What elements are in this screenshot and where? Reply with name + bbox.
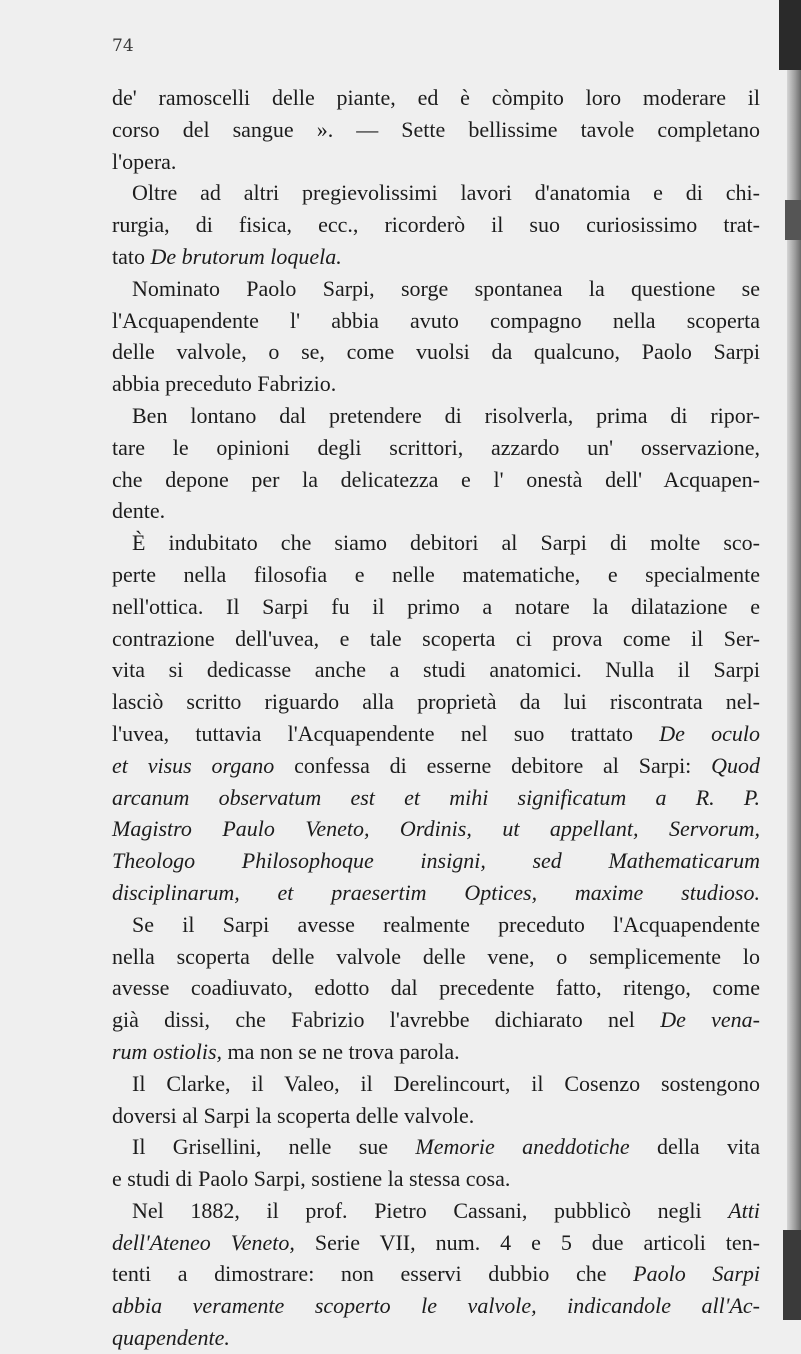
body-text: [112, 82, 760, 1354]
text-line: [112, 686, 760, 718]
text-segment: nell'ottica. Il Sarpi fu il primo a notare la dilatazione e: [112, 593, 760, 619]
text-segment: rurgia, di fisica, ecc., ricorderò il suo curiosissimo trat-: [112, 212, 760, 238]
text-segment: l'opera.: [112, 148, 177, 174]
text-segment: nella scoperta delle valvole delle vene, o semplicemente lo: [112, 943, 760, 969]
text-line: [112, 368, 760, 400]
page-number: 74: [112, 36, 134, 56]
text-segment: ma non se ne trova parola.: [222, 1038, 460, 1064]
text-line: [112, 1322, 760, 1354]
text-segment: Il Grisellini, nelle sue: [132, 1134, 416, 1160]
text-line: [112, 1004, 760, 1036]
page-edge-mark: [783, 1230, 801, 1320]
italic-segment: et visus organo: [112, 752, 275, 778]
italic-segment: De oculo: [659, 720, 760, 746]
text-segment: abbia preceduto Fabrizio.: [112, 371, 337, 397]
text-line: [112, 654, 760, 686]
italic-segment: quapendente.: [112, 1325, 230, 1351]
text-segment: delle valvole, o se, come vuolsi da qualcuno, Paolo Sarpi: [112, 339, 760, 365]
text-segment: contrazione dell'uvea, e tale scoperta ci prova come il Ser-: [112, 625, 760, 651]
text-segment: l'Acquapendente l' abbia avuto compagno nella scoperta: [112, 307, 760, 333]
italic-segment: De brutorum loquela.: [150, 243, 342, 269]
italic-segment: abbia veramente scoperto le valvole, indicandole all'Ac-: [112, 1293, 760, 1319]
italic-segment: rum ostiolis,: [112, 1038, 223, 1064]
text-line: [112, 1195, 760, 1227]
italic-segment: arcanum observatum est et mihi significatum a R. P.: [112, 784, 760, 810]
italic-segment: Paolo Sarpi: [633, 1261, 760, 1287]
text-line: [112, 527, 760, 559]
text-segment: de' ramoscelli delle piante, ed è còmpito loro moderare il: [112, 85, 760, 110]
text-line: [112, 845, 760, 877]
text-segment: corso del sangue ». — Sette bellissime tavole completano: [112, 116, 760, 142]
text-segment: Il Clarke, il Valeo, il Derelincourt, il Cosenzo sostengono: [132, 1070, 760, 1096]
italic-segment: disciplinarum, et praesertim Optices, maxime studioso.: [112, 879, 760, 905]
text-line: [112, 305, 760, 337]
text-line: [112, 1227, 760, 1259]
text-line: [112, 877, 760, 909]
text-line: [112, 1036, 760, 1068]
text-line: [112, 623, 760, 655]
text-line: [112, 1100, 760, 1132]
text-segment: avesse coadiuvato, edotto dal precedente fatto, ritengo, come: [112, 975, 760, 1001]
text-line: [112, 750, 760, 782]
text-line: [112, 241, 760, 273]
text-line: [112, 972, 760, 1004]
text-segment: Ben lontano dal pretendere di risolverla, prima di ripor-: [132, 402, 760, 428]
text-line: [112, 941, 760, 973]
text-line: [112, 1163, 760, 1195]
text-line: [112, 909, 760, 941]
text-segment: Nominato Paolo Sarpi, sorge spontanea la questione se: [132, 275, 760, 301]
text-segment: lasciò scritto riguardo alla proprietà da lui riscontrata nel-: [112, 689, 760, 715]
text-segment: confessa di esserne debitore al Sarpi:: [274, 752, 712, 778]
text-segment: Se il Sarpi avesse realmente preceduto l'Acquapendente: [132, 911, 760, 937]
text-segment: perte nella filosofia e nelle matematiche, e specialmente: [112, 561, 760, 587]
italic-segment: dell'Ateneo Veneto,: [112, 1229, 295, 1255]
text-segment: Oltre ad altri pregievolissimi lavori d'anatomia e di chi-: [132, 180, 760, 206]
italic-segment: Magistro Paulo Veneto, Ordinis, ut appellant, Servorum,: [112, 816, 760, 842]
text-line: [112, 718, 760, 750]
text-line: [112, 82, 760, 114]
text-line: [112, 591, 760, 623]
text-line: [112, 495, 760, 527]
text-segment: l'uvea, tuttavia l'Acquapendente nel suo trattato: [112, 720, 660, 746]
text-segment: tare le opinioni degli scrittori, azzardo un' osservazione,: [112, 434, 760, 460]
text-line: [112, 432, 760, 464]
text-segment: della vita: [629, 1134, 760, 1160]
text-segment: tenti a dimostrare: non esservi dubbio che: [112, 1261, 634, 1287]
text-line: [112, 146, 760, 178]
text-segment: e studi di Paolo Sarpi, sostiene la stessa cosa.: [112, 1166, 511, 1192]
text-segment: Nel 1882, il prof. Pietro Cassani, pubblicò negli: [132, 1197, 729, 1223]
text-line: [112, 273, 760, 305]
page-edge-mark: [779, 0, 801, 70]
text-segment: che depone per la delicatezza e l' onestà dell' Acquapen-: [112, 466, 760, 492]
text-line: [112, 336, 760, 368]
page-edge-mark: [785, 200, 801, 240]
page-edge: [787, 0, 801, 1320]
text-line: [112, 559, 760, 591]
italic-segment: Theologo Philosophoque insigni, sed Mathematicarum: [112, 848, 760, 874]
text-line: [112, 464, 760, 496]
italic-segment: Atti: [728, 1197, 760, 1223]
text-segment: doversi al Sarpi la scoperta delle valvole.: [112, 1102, 475, 1128]
italic-segment: De vena-: [660, 1007, 760, 1033]
text-line: [112, 114, 760, 146]
text-segment: dente.: [112, 498, 166, 524]
text-line: [112, 1290, 760, 1322]
text-line: [112, 782, 760, 814]
text-segment: già dissi, che Fabrizio l'avrebbe dichiarato nel: [112, 1007, 661, 1033]
text-line: [112, 1068, 760, 1100]
italic-segment: Quod: [711, 752, 760, 778]
text-line: [112, 813, 760, 845]
text-line: [112, 177, 760, 209]
text-segment: tato: [112, 243, 151, 269]
text-segment: È indubitato che siamo debitori al Sarpi di molte sco-: [132, 530, 760, 556]
text-line: [112, 1131, 760, 1163]
text-segment: vita si dedicasse anche a studi anatomici. Nulla il Sarpi: [112, 657, 760, 683]
text-line: [112, 209, 760, 241]
text-line: [112, 400, 760, 432]
text-line: [112, 1258, 760, 1290]
text-segment: Serie VII, num. 4 e 5 due articoli ten-: [294, 1229, 760, 1255]
italic-segment: Memorie aneddotiche: [415, 1134, 630, 1160]
